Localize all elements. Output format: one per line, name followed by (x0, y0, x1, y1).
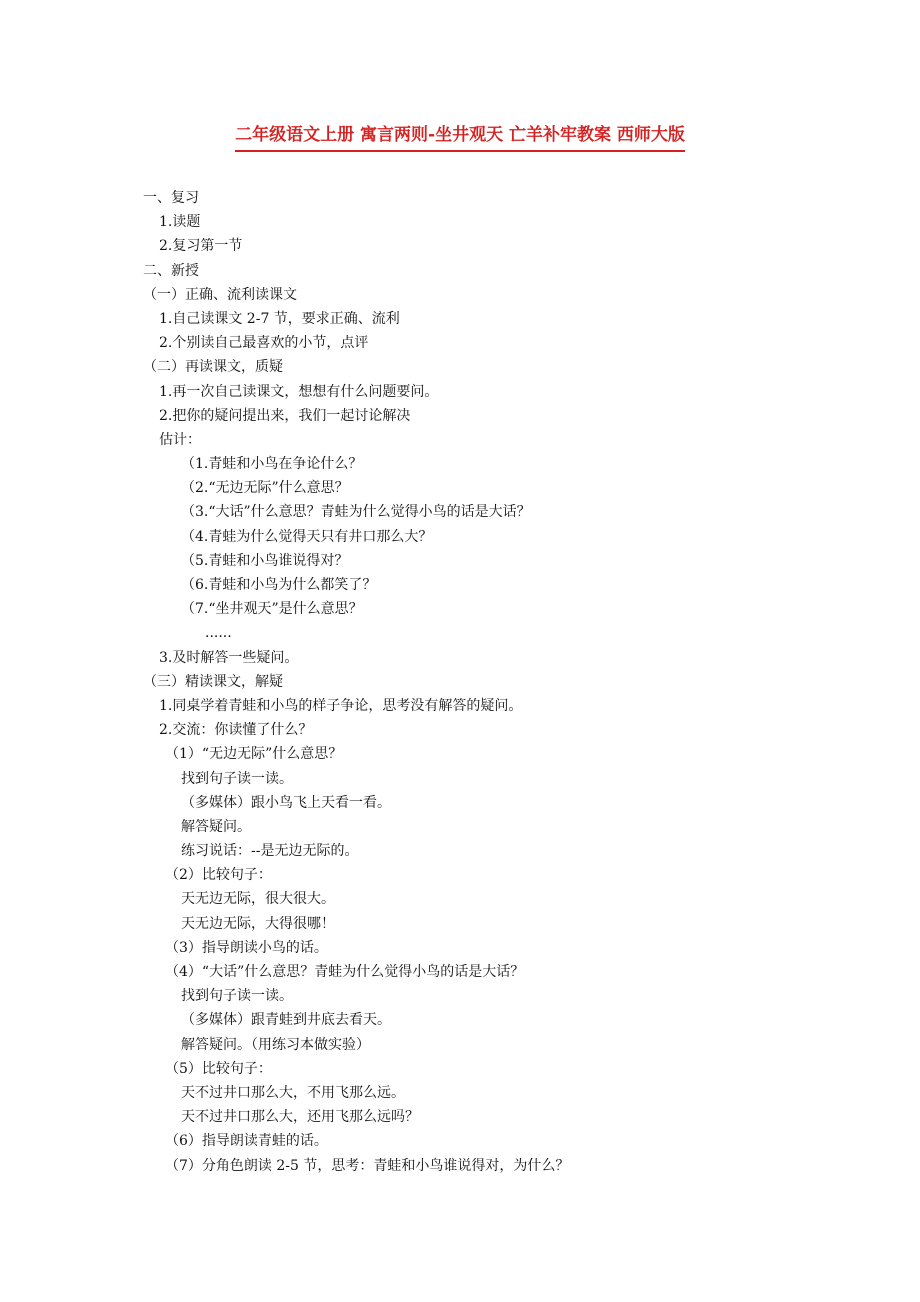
numbered-point: （2）比较句子： (165, 867, 272, 884)
list-item: 1.同桌学着青蛙和小鸟的样子争论，思考没有解答的疑问。 (159, 697, 523, 714)
text-line: 找到句子读一读。 (181, 988, 293, 1005)
text-line: 估计： (159, 431, 201, 448)
text-line: 天无边无际，大得很哪！ (181, 915, 335, 932)
text-line: 找到句子读一读。 (181, 770, 293, 787)
text-line: 天不过井口那么大，还用飞那么远吗？ (181, 1109, 419, 1126)
question-item: （7.“坐井观天”是什么意思？ (181, 601, 363, 618)
section-heading: 一、复习 (143, 190, 199, 206)
numbered-point: （1）“无边无际”什么意思？ (165, 746, 343, 763)
ellipsis: ...... (205, 625, 232, 642)
text-line: 解答疑问。 (181, 818, 251, 835)
section-heading: 二、新授 (143, 262, 199, 279)
question-item: （2.“无边无际”什么意思？ (181, 480, 349, 497)
text-line: 解答疑问。（用练习本做实验） (181, 1036, 370, 1053)
question-item: （6.青蛙和小鸟为什么都笑了？ (181, 577, 377, 593)
list-item: 2.交流：你读懂了什么？ (159, 722, 313, 739)
list-item: 1.读题 (159, 214, 201, 231)
numbered-point: （6）指导朗读青蛙的话。 (165, 1133, 328, 1150)
text-line: 天无边无际，很大很大。 (181, 891, 335, 908)
numbered-point: （3）指导朗读小鸟的话。 (165, 939, 328, 956)
subsection-heading: （一）正确、流利读课文 (143, 286, 297, 303)
document-body (143, 186, 569, 1178)
text-line: （多媒体）跟青蛙到井底去看天。 (181, 1012, 391, 1029)
numbered-point: （4）“大话”什么意思？青蛙为什么觉得小鸟的话是大话？ (165, 964, 525, 980)
list-item: 2.复习第一节 (159, 238, 243, 255)
list-item: 1.再一次自己读课文，想想有什么问题要问。 (159, 383, 439, 400)
subsection-heading: （二）再读课文，质疑 (143, 359, 283, 376)
subsection-heading: （三）精读课文，解疑 (143, 673, 283, 690)
list-item: 1.自己读课文 2-7 节，要求正确、流利 (159, 310, 400, 327)
list-item: 2.把你的疑问提出来，我们一起讨论解决 (159, 407, 411, 424)
document-title-wrap (0, 122, 920, 152)
numbered-point: （5）比较句子： (165, 1060, 272, 1077)
numbered-point: （7）分角色朗读 2-5 节，思考：青蛙和小鸟谁说得对，为什么？ (165, 1157, 570, 1174)
text-line: 练习说话：--是无边无际的。 (181, 843, 359, 860)
question-item: （5.青蛙和小鸟谁说得对？ (181, 552, 349, 569)
text-line: 天不过井口那么大，不用飞那么远。 (181, 1084, 405, 1101)
question-item: （4.青蛙为什么觉得天只有井口那么大？ (181, 528, 433, 545)
text-line: （多媒体）跟小鸟飞上天看一看。 (181, 794, 391, 811)
list-item: 3.及时解答一些疑问。 (159, 649, 299, 666)
question-item: （1.青蛙和小鸟在争论什么？ (181, 456, 363, 473)
list-item: 2.个别读自己最喜欢的小节，点评 (159, 335, 369, 352)
document-title: 二年级语文上册 寓言两则-坐井观天 亡羊补牢教案 西师大版 (235, 122, 685, 152)
question-item: （3.“大话”什么意思？青蛙为什么觉得小鸟的话是大话？ (181, 504, 531, 521)
